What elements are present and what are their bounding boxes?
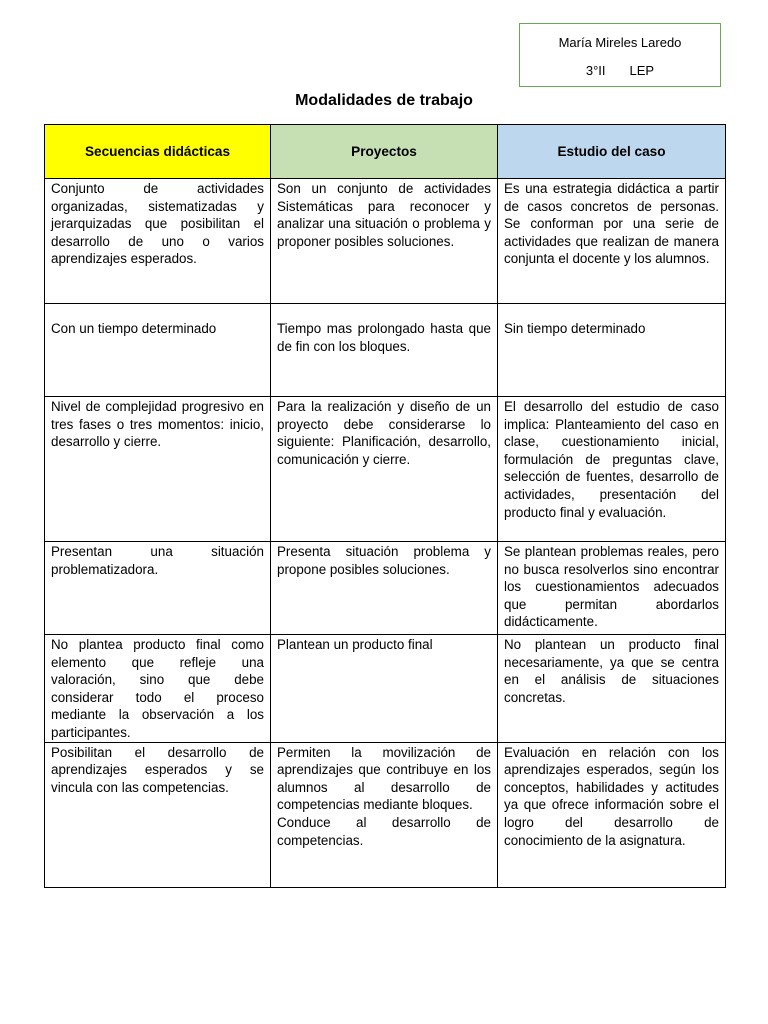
author-name: María Mireles Laredo (558, 35, 682, 50)
column-header-estudio-caso: Estudio del caso (498, 125, 726, 179)
table-cell: Permiten la movilización de aprendizajes que contribuye en los alumnos al desarrollo de competencias mediante bloques. Conduce al desarrollo de competencias. (271, 742, 498, 887)
table-row (45, 397, 726, 542)
table-cell: Se plantean problemas reales, pero no busca resolverlos sino encontrar los cuestionamientos adecuados que permitan abordarlos didácticamente. (498, 542, 726, 635)
table-row (45, 742, 726, 887)
column-header-secuencias: Secuencias didácticas (45, 125, 271, 179)
table-cell: Nivel de complejidad progresivo en tres fases o tres momentos: inicio, desarrollo y cierre. (45, 397, 271, 542)
table-cell: Plantean un producto final (271, 635, 498, 743)
author-box (519, 23, 721, 87)
table-cell: Presenta situación problema y propone posibles soluciones. (271, 542, 498, 635)
table-row (45, 304, 726, 397)
table-cell: Para la realización y diseño de un proyecto debe considerarse lo siguiente: Planificación, desarrollo, comunicación y cierre. (271, 397, 498, 542)
table-header-row (45, 125, 726, 179)
table-cell: El desarrollo del estudio de caso implica: Planteamiento del caso en clase, cuestionamiento inicial, formulación de preguntas clave, selección de fuentes, desarrollo de actividades, presentación del producto final y evaluación. (498, 397, 726, 542)
comparison-table (44, 124, 726, 888)
table-cell: Sin tiempo determinado (498, 304, 726, 397)
column-header-proyectos: Proyectos (271, 125, 498, 179)
author-grade: 3°II (585, 63, 606, 78)
table-row (45, 179, 726, 304)
table-cell: Es una estrategia didáctica a partir de casos concretos de personas. Se conforman por una serie de actividades que realizan de manera conjunta el docente y los alumnos. (498, 179, 726, 304)
author-program: LEP (629, 63, 655, 78)
table-cell: Presentan una situación problematizadora. (45, 542, 271, 635)
table-cell: Evaluación en relación con los aprendizajes esperados, según los conceptos, habilidades y actitudes ya que ofrece información sobre el logro del desarrollo de conocimiento de la asignatura. (498, 742, 726, 887)
table-cell: No plantea producto final como elemento que refleje una valoración, sino que debe considerar todo el proceso mediante la observación a los participantes. (45, 635, 271, 743)
table-cell: Conjunto de actividades organizadas, sistematizadas y jerarquizadas que posibilitan el desarrollo de uno o varios aprendizajes esperados. (45, 179, 271, 304)
table-row (45, 635, 726, 743)
page-title: Modalidades de trabajo (295, 92, 473, 109)
author-group (520, 63, 720, 78)
table-cell: No plantean un producto final necesariamente, ya que se centra en el análisis de situaciones concretas. (498, 635, 726, 743)
table-row (45, 542, 726, 635)
table-cell: Con un tiempo determinado (45, 304, 271, 397)
table-cell: Posibilitan el desarrollo de aprendizajes esperados y se vincula con las competencias. (45, 742, 271, 887)
table-cell: Son un conjunto de actividades Sistemáticas para reconocer y analizar una situación o problema y proponer posibles soluciones. (271, 179, 498, 304)
table-cell: Tiempo mas prolongado hasta que de fin con los bloques. (271, 304, 498, 397)
